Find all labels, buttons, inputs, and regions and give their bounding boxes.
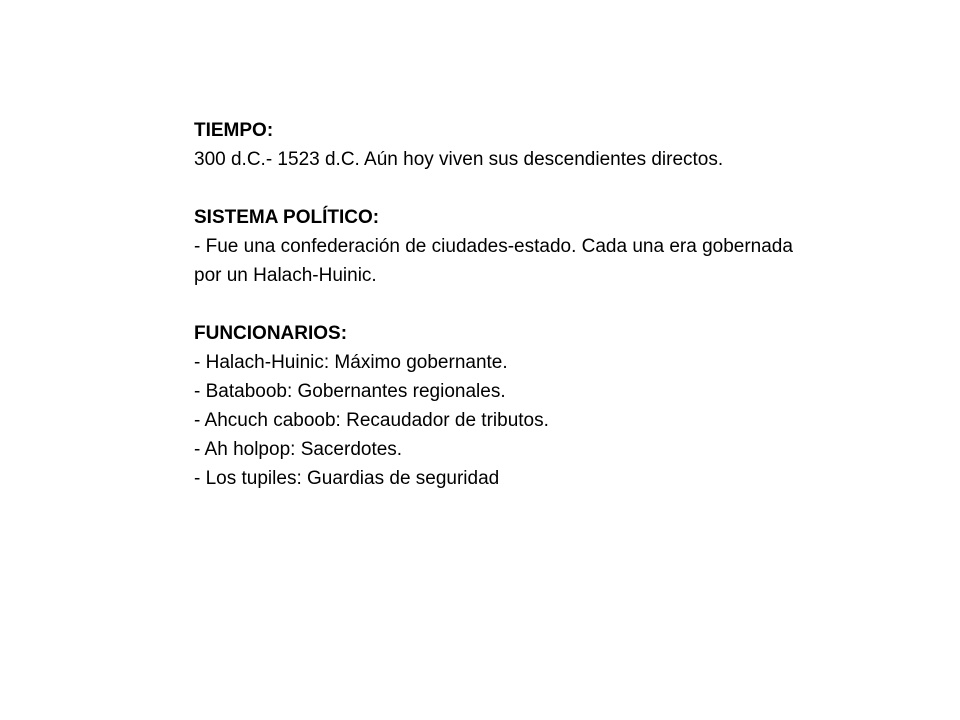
funcionario-item: - Bataboob: Gobernantes regionales. (194, 381, 506, 402)
tiempo-text: 300 d.C.- 1523 d.C. Aún hoy viven sus descendientes directos. (194, 149, 724, 170)
section-spacer (194, 174, 794, 203)
sistema-politico-text: - Fue una confederación de ciudades-estado. Cada una era gobernada por un Halach-Huinic. (194, 236, 793, 286)
section-spacer (194, 290, 794, 319)
tiempo-heading: TIEMPO: (194, 120, 274, 141)
funcionario-item: - Ahcuch caboob: Recaudador de tributos. (194, 410, 549, 431)
funcionario-item: - Los tupiles: Guardias de seguridad (194, 468, 500, 489)
funcionarios-heading: FUNCIONARIOS: (194, 323, 348, 344)
content-text-box (194, 116, 794, 493)
funcionario-item: - Halach-Huinic: Máximo gobernante. (194, 352, 508, 373)
funcionario-item: - Ah holpop: Sacerdotes. (194, 439, 403, 460)
sistema-politico-heading: SISTEMA POLÍTICO: (194, 207, 380, 228)
